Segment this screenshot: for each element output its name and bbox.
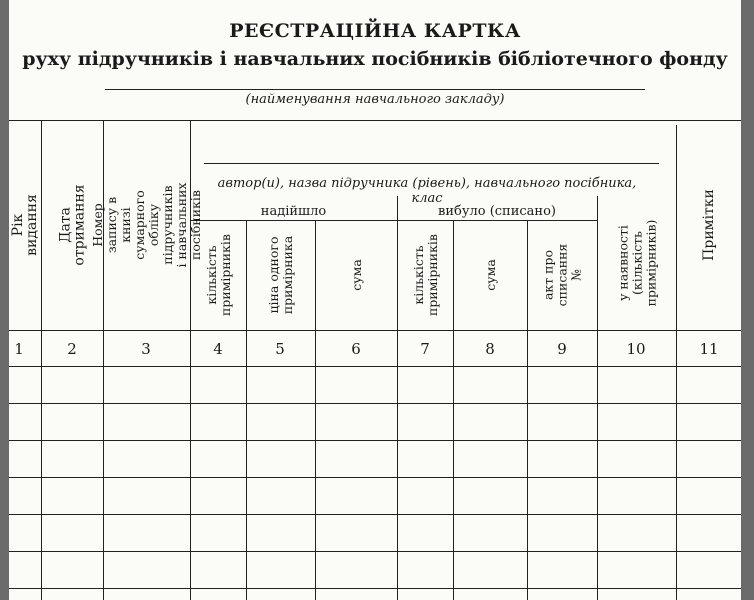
institution-name-line <box>105 89 645 90</box>
group-disposed: вибуло (списано) <box>438 204 556 219</box>
institution-hint: (найменування навчального закладу) <box>245 92 505 107</box>
header-notes: Примітки <box>701 189 718 261</box>
column-number: 11 <box>699 340 719 358</box>
header-year: Рік видання <box>10 194 41 256</box>
book-hint: автор(и), назва підручника (рівень), навчального посібника, клас <box>217 176 637 206</box>
column-number: 2 <box>67 340 77 358</box>
column-number: 4 <box>213 340 223 358</box>
header-ledger-number: Номер запису в книзі сумарного обліку підручників і навчальних посібників <box>90 182 203 268</box>
column-number: 6 <box>351 340 361 358</box>
header-disposed-qty: кількість примірників <box>410 234 440 316</box>
column-number: 7 <box>420 340 430 358</box>
header-bottom-border <box>9 330 741 331</box>
table-row <box>9 514 741 515</box>
table-row <box>9 440 741 441</box>
table-row <box>9 551 741 552</box>
column-number: 10 <box>626 340 646 358</box>
card-subtitle: руху підручників і навчальних посібників бібліотечного фонду <box>22 48 728 70</box>
table-row <box>9 477 741 478</box>
header-writeoff-act: акт про списання № <box>540 243 584 307</box>
header-date: Дата отримання <box>57 184 88 266</box>
group-received: надійшло <box>260 204 327 219</box>
registration-card <box>9 0 741 600</box>
column-number: 3 <box>141 340 151 358</box>
header-received-sum: сума <box>348 259 364 291</box>
table-row <box>9 403 741 404</box>
column-number: 5 <box>275 340 285 358</box>
table-row <box>9 588 741 589</box>
table-top-border <box>9 120 741 121</box>
column-number: 1 <box>14 340 24 358</box>
column-number: 8 <box>485 340 495 358</box>
header-in-stock: у наявності (кількість примірників) <box>615 219 658 307</box>
header-received-qty: кількість примірників <box>203 234 233 316</box>
number-row-bottom-border <box>9 366 741 367</box>
card-title: РЕЄСТРАЦІЙНА КАРТКА <box>229 20 521 42</box>
book-title-line <box>204 163 659 164</box>
header-unit-price: ціна одного примірника <box>266 235 296 315</box>
header-disposed-sum: сума <box>482 259 498 291</box>
column-number: 9 <box>557 340 567 358</box>
